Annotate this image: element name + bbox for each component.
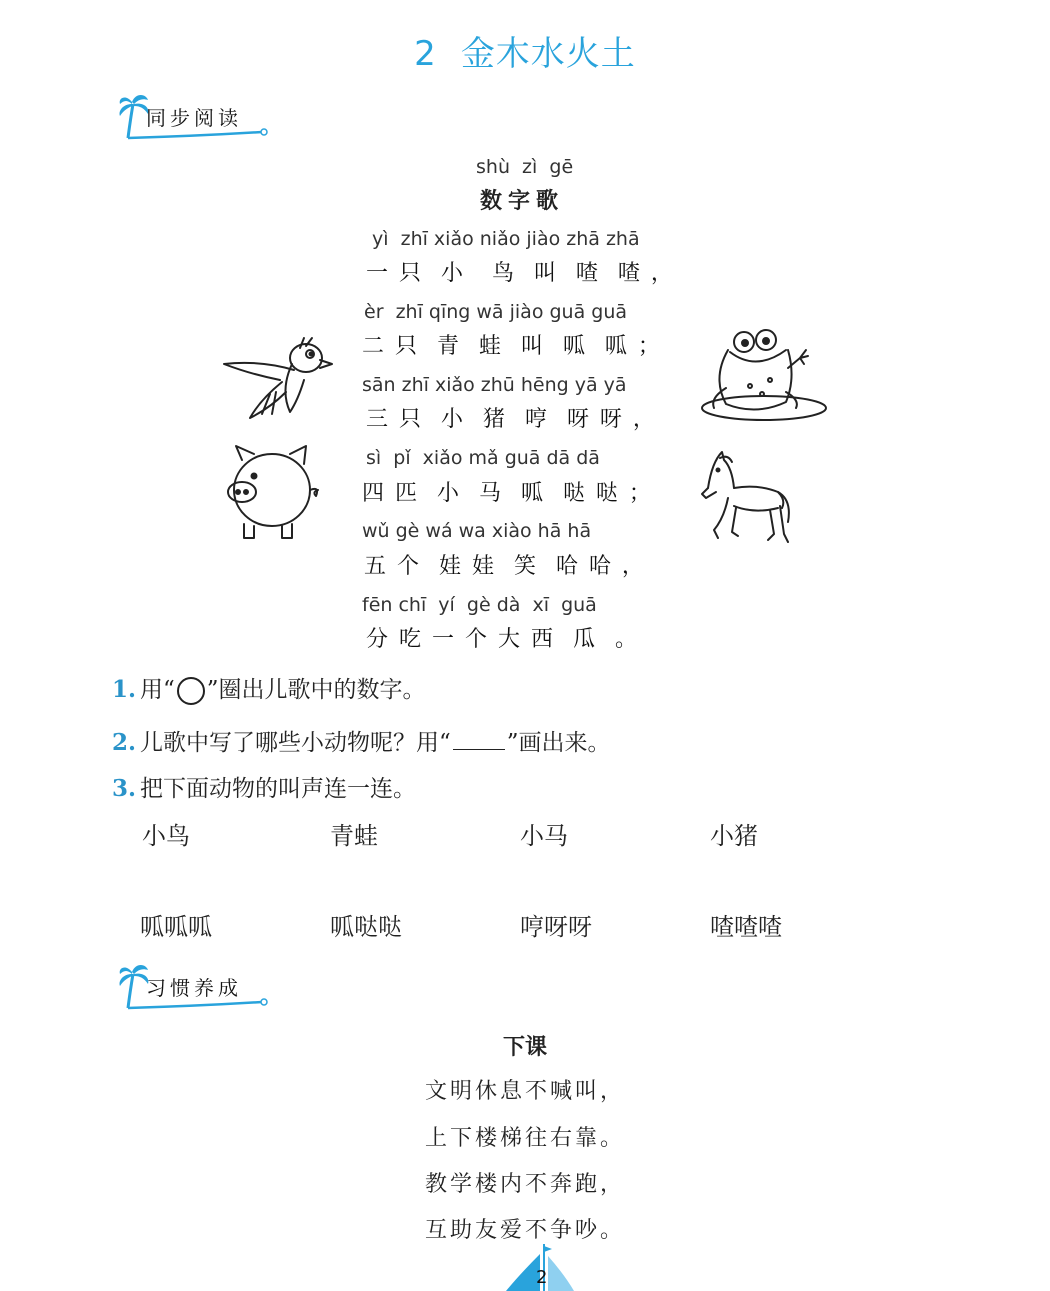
rhyme-line-2: 上下楼梯往右靠。	[424, 1126, 625, 1151]
lesson-name: 金木水火土	[460, 34, 636, 74]
poem-line-1-pinyin: yì zhī xiǎo niǎo jiào zhā zhā	[372, 228, 640, 250]
poem-line-3: 三 只 小 猪 哼 呀 呀 ，	[366, 407, 657, 432]
section-header-reading	[118, 92, 278, 136]
question-1-number: 1.	[112, 676, 137, 703]
poem-line-6-pinyin: fēn chī yí gè dà xī guā	[362, 594, 597, 616]
bird-illustration	[220, 330, 335, 425]
question-2-text-after: ”画出来。	[506, 730, 611, 756]
section-label-habits: 习惯养成	[146, 976, 242, 1000]
match-sound-1[interactable]: 呱呱呱	[140, 913, 212, 941]
match-animal-1[interactable]: 小鸟	[142, 822, 190, 850]
page-number: 2	[536, 1267, 548, 1288]
rhyme-line-3: 教学楼内不奔跑，	[424, 1172, 625, 1197]
poem-line-4-pinyin: sì pǐ xiǎo mǎ guā dā dā	[366, 447, 600, 469]
match-sound-4[interactable]: 喳喳喳	[710, 913, 782, 941]
match-animal-2[interactable]: 青蛙	[330, 822, 378, 850]
poem-line-5: 五 个 娃 娃 笑 哈 哈 ，	[364, 554, 646, 579]
poem-line-1: 一 只 小 鸟 叫 喳 喳 ，	[366, 261, 675, 286]
lesson-title	[0, 26, 1050, 75]
question-3-number: 3.	[112, 775, 137, 802]
poem-line-2-pinyin: èr zhī qīng wā jiào guā guā	[364, 301, 628, 323]
poem-line-2: 二 只 青 蛙 叫 呱 呱 ；	[362, 334, 662, 359]
frog-illustration	[700, 328, 830, 423]
rhyme-title: 下课	[502, 1035, 547, 1060]
section-header-habits	[118, 962, 278, 1006]
horse-illustration	[698, 448, 793, 550]
question-2-text-before: 儿歌中写了哪些小动物呢？用“	[140, 730, 451, 756]
pig-illustration	[220, 440, 325, 545]
rhyme-line-1: 文明休息不喊叫，	[424, 1079, 625, 1104]
underline-symbol-icon	[453, 731, 505, 750]
question-3-text: 把下面动物的叫声连一连。	[140, 776, 417, 802]
question-2	[112, 724, 611, 757]
circle-symbol-icon	[177, 677, 205, 705]
lesson-number: 2	[414, 34, 437, 74]
poem-line-4: 四 匹 小 马 呱 哒 哒 ；	[362, 481, 653, 506]
poem-line-3-pinyin: sān zhī xiǎo zhū hēng yā yā	[362, 374, 627, 396]
match-animal-4[interactable]: 小猪	[710, 822, 758, 850]
match-animal-3[interactable]: 小马	[520, 822, 568, 850]
question-2-number: 2.	[112, 729, 137, 756]
poem-line-6: 分 吃 一 个 大 西 瓜 。	[366, 627, 639, 652]
question-1	[112, 671, 426, 705]
poem-title: 数字歌	[480, 189, 565, 214]
poem-line-5-pinyin: wǔ gè wá wa xiào hā hā	[362, 520, 592, 542]
question-3	[112, 770, 416, 803]
section-label-reading: 同步阅读	[146, 106, 242, 130]
question-1-text-after: ”圈出儿歌中的数字。	[206, 677, 426, 703]
match-sound-3[interactable]: 哼呀呀	[520, 913, 592, 941]
question-1-text-before: 用“	[140, 677, 175, 703]
poem-title-pinyin: shù zì gē	[476, 156, 574, 178]
match-sound-2[interactable]: 呱哒哒	[330, 913, 402, 941]
rhyme-line-4: 互助友爱不争吵。	[424, 1218, 625, 1243]
